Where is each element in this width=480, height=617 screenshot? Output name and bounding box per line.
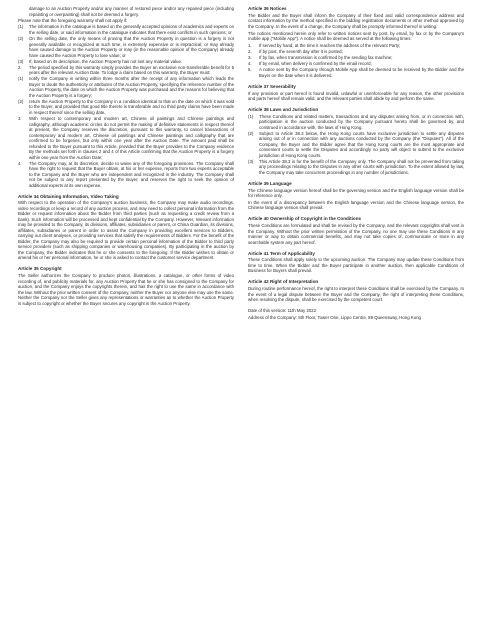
article-39-body-2: In the event of a discrepancy between the English language version and the Chinese language version, the Chinese language version shall prevail.	[248, 199, 464, 211]
list-item-text: If, based on its description, the Auction Property has not lost any material value.	[29, 58, 183, 64]
list-item-number: 4.	[248, 61, 252, 67]
list-item-text: The information in the catalogue is based on the generally accepted opinions of academics and experts on the selling date, or said information in the catalogue indicates that there exist conflicts in such opinions; or	[29, 24, 234, 35]
list-item-number: (1)	[248, 113, 254, 119]
company-address: Address of the Company: 5th Floor, Tower One, Lippo Centre, 89 Queensway, Hong Kong	[248, 314, 421, 320]
list-item-text: return the Auction Property to the Company in a condition identical to that on the date on which it was sold to the Buyer, and provided that good title thereto is transferable and no third party claims have been made in respect thereof since the selling date.	[29, 98, 234, 115]
list-item	[18, 76, 234, 98]
list-item-text: This Article 38.3 is for the benefit of the Company only. The Company shall not be prevented from taking any proceedings relating to the Disputes in any other courts with jurisdiction. To the extent allowed by law, the Company may take concurrent proceedings in any number of jurisdictions.	[259, 158, 464, 175]
list-item-text: notify the Company in writing within three months after the receipt of any information which leads the Buyer to doubt the authenticity or attributes of the Auction Property, specifying the reference number of the Auction Property, the date on which the Auction Property was purchased and the reasons for believing that the Auction Property is a forgery;	[29, 76, 234, 98]
list-item-number: 2.	[248, 49, 252, 55]
list-item-text: If served by hand, at the time it reaches the address of the relevant Party;	[259, 42, 401, 48]
article-42-body: During routine performance hereof, the right to interpret these Conditions shall be exercised by the Company. In the event of a legal dispute between the Buyer and the Company, the right of interpreting these Conditions, when resolving the dispute, shall be exercised by the competent court.	[248, 286, 464, 303]
article-41-heading: Article 41 Term of Applicability	[248, 250, 315, 256]
list-item-number: (3)	[18, 58, 24, 64]
list-item-text: On the selling date, the only means of proving that the Auction Property in question is a forgery is not generally available or recognized at such time, is extremely expensive or is impractical; or may already have caused damage to the Auction Property or may (in the reasonable opinion of the Company) already have caused the Auction Property to lose value; or	[29, 36, 234, 58]
article-38-heading: Article 38 Laws and Jurisdiction	[248, 107, 319, 113]
list-item	[248, 114, 464, 131]
list-item-text: These Conditions and related matters, transactions and any disputes arising from, or in connection with, participation in the auction conducted by the Company pursuant hereto shall be governed by, and construed in accordance with, the laws of Hong Kong.	[259, 113, 464, 130]
list-item-text: If by fax, when transmission is confirmed by the sending fax machine;	[259, 55, 393, 61]
paragraph-continued: damage to an Auction Property and/or any manner of restored piece and/or any repaired piece (including repainting or overpainting) shall not be deemed a forgery.	[29, 6, 234, 17]
list-item-number: (2)	[18, 36, 24, 42]
list-item	[248, 159, 464, 176]
article-36-body-2: The notices mentioned herein only refer to written notices sent by post, by email, by fax or by the Company's mobile app ("Mobile App"). A notice shall be deemed as served at the following times:	[248, 30, 464, 42]
list-item-number: (3)	[248, 158, 254, 164]
list-item	[248, 49, 464, 55]
list-item-number: 2.	[18, 64, 22, 70]
left-column	[18, 6, 234, 307]
list-item-number: 4.	[18, 160, 22, 166]
list-item-number: 5.	[248, 67, 252, 73]
article-39-body: The Chinese language version hereof shall be the governing version and the English language version shall be for reference only.	[248, 187, 464, 199]
list-item-number: (1)	[18, 24, 24, 30]
list-item-number: 3.	[248, 55, 252, 61]
list-item	[248, 67, 464, 78]
list-item	[248, 55, 464, 61]
article-35-heading: Article 35 Copyright	[18, 266, 62, 272]
list-item-text: Subject to Article 38.3 below, the Hong Kong courts have exclusive jurisdiction to settle any disputes arising out of or in connection with any auctions conducted by the Company (the "Disputes"). All of the Company, the Buyer and the Bidder agree that the Hong Kong courts are the most appropriate and convenient courts to settle the Disputes and accordingly no party will object to submit to the exclusive jurisdiction of Hong Kong courts.	[259, 130, 464, 158]
right-column	[248, 6, 464, 322]
warranty-exceptions-list	[18, 24, 234, 188]
article-35-body: The Seller authorizes the Company to produce photos, illustrations, a catalogue, or other forms of video recording of, and publicity materials for, any Auction Property that he or she has consigned to the Company for auction, and the Company enjoys the copyrights therein, and has the right to use the same in accordance with the law. Without the prior written consent of the Company, neither the Buyer nor anyone else may use the same. Neither the Company nor the Seller gives any representations or warranties as to whether the Auction Property is subject to copyright or whether the Buyer secures any copyright in the Auction Property.	[18, 273, 234, 306]
jurisdiction-list	[248, 114, 464, 176]
article-40-body: These Conditions are formulated and shall be revised by the Company, and the relevant copyrights shall vest in the Company. Without the prior written permission of the Company, no one may use these Conditions in any manner or way to obtain commercial benefits, and may not take copies of, communicate or store in any searchable system any part hereof.	[248, 223, 464, 245]
notice-timing-list	[248, 43, 464, 78]
version-date: Date of this version: 11th May 2022	[248, 307, 317, 313]
list-item	[18, 59, 234, 65]
list-item	[18, 65, 234, 76]
list-item	[18, 161, 234, 189]
list-item-text: If by post, the seventh day after it is posted;	[259, 49, 343, 55]
list-item-text: If by email, when delivery is confirmed by the email record;	[259, 61, 372, 67]
list-item-number: 3.	[18, 116, 22, 122]
article-34-heading: Article 34 Obtaining Information, Video Taking	[18, 193, 119, 199]
list-item	[18, 24, 234, 35]
list-item-number: 1.	[248, 42, 252, 48]
list-item-text: The period specified by this warranty simply provides the Buyer an exclusive non-transferable benefit for 5 years after the relevant Auction Date. To lodge a claim based on this warranty, the Buyer must:	[29, 64, 234, 76]
list-item	[18, 99, 234, 116]
article-41-body: These Conditions shall apply solely to the upcoming auction. The Company may update these Conditions from time to time. When the Bidder and the Buyer participate in another auction, then applicable Conditions of Business for Buyers shall prevail.	[248, 257, 464, 274]
paragraph-intro: Please note that the foregoing warranty shall not apply if:	[18, 17, 128, 23]
list-item-number: (2)	[18, 98, 24, 104]
list-item-text: The Company may, at its discretion, decide to waive any of the foregoing provisions. The Company shall have the right to request that the Buyer obtain, at his or her expense, reports from two experts acceptable to the Company and the Buyer who are independent and recognized in the industry. The Company shall not be subject to any report presented by the Buyer, and reserves the right to seek the opinion of additional experts at its own expense.	[29, 160, 234, 188]
article-34-body: With respect to the operation of the Company's auction business, the Company may make audio recordings, video recordings or keep a record of any auction process, and may need to collect personal information from the Bidder or request information about the Bidder from third parties (such as requesting a credit review from a bank). Such information will be processed and kept confidential by the Company. However, relevant information may be provided to the Company, its divisions, affiliates, subsidiaries or parent, or China Guardian, its divisions, affiliates, subsidiaries or parent in order to assist the Company in providing excellent services to Bidders, carrying out client analyses, or providing services that satisfy the requirements of Bidders. For the benefit of the Bidder, the Company may also be required to provide certain personal information of the Bidder to third party service providers (such as shipping companies or warehousing companies). By participating in the auction by the Company, the Bidder indicates that he or she consents to the foregoing. If the Bidder wishes to obtain or amend his or her personal information, he or she is asked to contact the customer service department.	[18, 200, 234, 261]
list-item-text: A notice sent by the Company through Mobile App shall be deemed to be received by the Bidder and the Buyer on the date when it is delivered.	[259, 67, 464, 78]
list-item-text: With respect to contemporary and modern art, Chinese oil paintings and Chinese paintings and calligraphy, although academic circles do not permit the making of definitive statements in respect thereof at present, the Company reserves the discretion, pursuant to this warranty, to cancel transactions of contemporary and modern art, Chinese oil paintings and Chinese paintings and calligraphy that are confirmed to be forgeries, but only within one year after the Auction Date. The amount paid shall be refunded to the Buyer pursuant to this Article, provided that the Buyer provides to the Company evidence By the methods set forth in clauses 2 and 4 of this Article confirming that the Auction Property is a forgery within one year from the Auction Date;	[29, 116, 234, 160]
list-item	[248, 43, 464, 49]
list-item	[18, 116, 234, 160]
list-item	[248, 61, 464, 67]
list-item-number: (1)	[18, 76, 24, 82]
article-40-heading: Article 40 Ownership of Copyright in the Conditions	[248, 216, 362, 222]
article-36-body: The Bidder and the Buyer shall inform the Company of their fixed and valid correspondence address and contact information by the method specified in the bidding registration documents or other method approved by the Company. In the event of a change, the Company shall be promptly informed thereof in writing.	[248, 12, 464, 29]
article-36-heading: Article 36 Notices	[248, 6, 287, 11]
list-item-number: (2)	[248, 130, 254, 136]
article-37-body: If any provision or part hereof is found invalid, unlawful or unenforceable for any reason, the other provisions and parts hereof shall remain valid, and the relevant parties shall abide by and perform the same.	[248, 90, 464, 102]
list-item	[248, 131, 464, 159]
article-39-heading: Article 39 Language	[248, 180, 292, 186]
article-42-heading: Article 42 Right of Interpretation	[248, 279, 319, 285]
article-37-heading: Article 37 Severability	[248, 83, 296, 89]
list-item	[18, 36, 234, 58]
